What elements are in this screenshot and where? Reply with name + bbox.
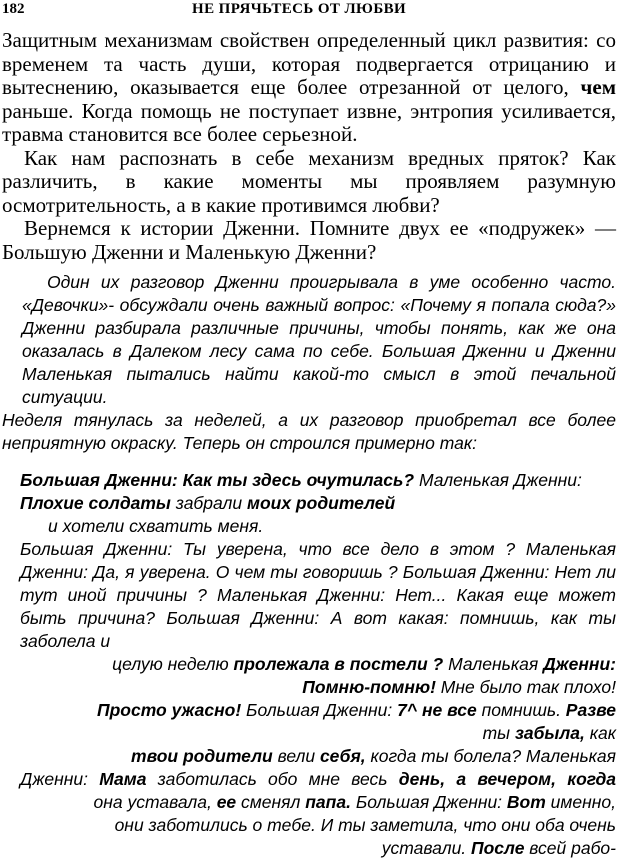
dialogue-line: Большая Дженни: Как ты здесь очутилась? Маленькая Дженни: Плохие солдаты забрали моих родителей <box>20 470 582 513</box>
dialogue-line: Дженни: Мама заботилась обо мне весь день, а вечером, когда <box>20 769 616 789</box>
dialogue-line: ты забыла, как <box>482 723 616 743</box>
paragraph-back-to-jenny: Вернемся к истории Дженни. Помните двух ее «подружек» — Большую Дженни и Маленькую Дженни? <box>2 216 616 264</box>
story-text <box>2 271 616 455</box>
dialogue-line: она уставала, ее сменял папа. Большая Дженни: Вот именно, <box>93 792 616 812</box>
page-number: 182 <box>2 1 25 17</box>
paragraph-how-to-recognize: Как нам распознать в себе механизм вредных пряток? Как различить, в какие моменты мы проявляем разумную осмотрительность, а в какие противимся любви? <box>2 145 616 217</box>
paragraph-defense-mechanisms: Защитным механизмам свойствен определенный цикл развития: со временем та часть души, которая подвергается отрицанию и вытеснению, оказывается еще более отрезанной от целого, чем раньше. Когда помощь не поступает извне, энтропия усиливается, травма становится все более серьезной. <box>2 28 616 146</box>
story-paragraph-conversation: Один их разговор Дженни проигрывала в уме особенно часто. «Девочки»- обсуждали очень важный вопрос: «Почему я попала сюда?» Дженни разбирала различные причины, чтобы понять, как же она оказалась в Далеком лесу сама по себе. Большая Дженни и Дженни Маленькая пытались найти какой-то смысл в этой печальной ситуации. <box>22 272 616 407</box>
dialogue-line: твои родители вели себя, когда ты болела? Маленькая <box>131 746 616 766</box>
page-header <box>2 1 616 21</box>
dialogue-line: целую неделю пролежала в постели ? Маленькая Дженни: <box>112 654 616 674</box>
story-paragraph-weeks: Неделя тянулась за неделей, а их разговор приобретал все более неприятную окраску. Теперь он строился примерно так: <box>2 410 616 453</box>
dialogue-line: Большая Дженни: Ты уверена, что все дело в этом ? Маленькая Дженни: Да, я уверена. О чем ты говоришь ? Большая Дженни: Нет ли тут иной причины ? Маленькая Дженни: Нет... Какая еще может быть причина? Большая Дженни: А вот какая: помнишь, как ты заболела и <box>20 539 616 651</box>
dialogue-line: Помню-помню! Мне было так плохо! <box>302 677 616 697</box>
dialogue-line: они заботились о тебе. И ты заметила, что они оба очень <box>114 815 616 835</box>
dialogue-block <box>2 469 616 860</box>
main-text <box>2 29 616 264</box>
dialogue-line: Просто ужасно! Большая Дженни: 7^ не все помнишь. Разве <box>97 700 616 720</box>
dialogue-line: и хотели схватить меня. <box>48 516 264 536</box>
running-title: НЕ ПРЯЧЬТЕСЬ ОТ ЛЮБВИ <box>192 1 407 17</box>
dialogue-line: уставали. После всей рабо- <box>381 838 616 858</box>
